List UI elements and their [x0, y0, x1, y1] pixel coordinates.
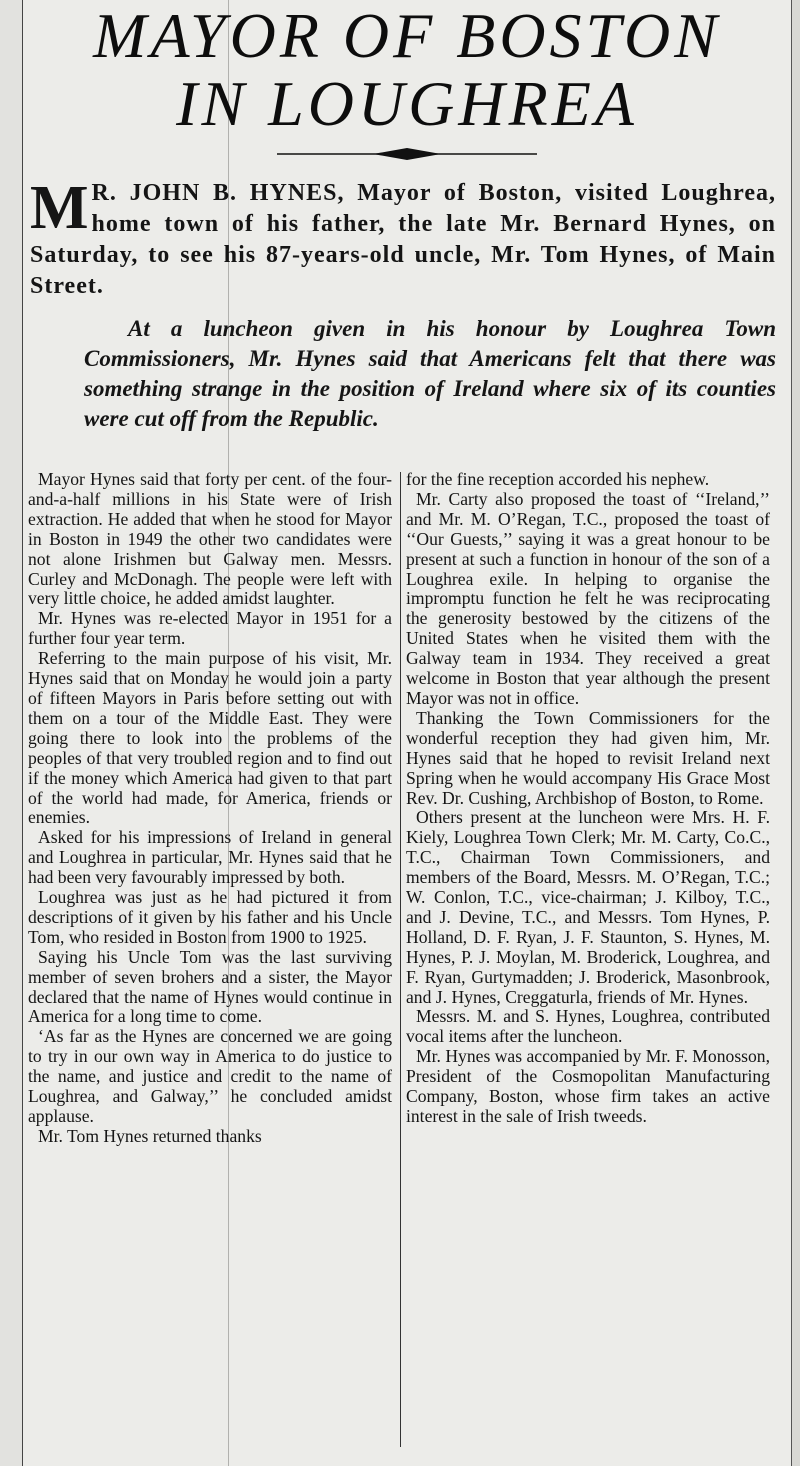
deck-text: At a luncheon given in his honour by Loughrea Town Commissioners, Mr. Hynes said that Americans felt that there was something strange in the position of Ireland where six of its counties were cut off from the Republic. [84, 316, 776, 431]
lead-text: R. JOHN B. HYNES, Mayor of Boston, visited Loughrea, home town of his father, the late Mr. Bernard Hynes, on Saturday, to see his 87-years-old uncle, Mr. Tom Hynes, of Main Street. [30, 180, 776, 299]
paragraph: Asked for his impressions of Ireland in general and Loughrea in particular, Mr. Hynes said that he had been very favourably impressed by both. [28, 827, 392, 888]
paragraph: Mr. Hynes was re-elected Mayor in 1951 for a further four year term. [28, 608, 392, 649]
paragraph: ‘As far as the Hynes are concerned we are going to try in our own way in America to do justice to the name, and justice and credit to the name of Loughrea, and Galway,’’ he concluded amidst applause. [28, 1026, 392, 1126]
paragraph: Mr. Hynes was accompanied by Mr. F. Monosson, President of the Cosmopolitan Manufacturing Company, Boston, whose firm takes an active interest in the sale of Irish tweeds. [406, 1046, 770, 1126]
paragraph: Referring to the main purpose of his visit, Mr. Hynes said that on Monday he would join a party of fifteen Mayors in Paris before setting out with them on a tour of the Middle East. They were going there to look into the problems of the peoples of that very troubled region and to find out if the money which America had given to that part of the world had made, for America, friends or enemies. [28, 648, 392, 828]
body-column-1 [28, 470, 392, 1147]
headline-line-2: IN LOUGHREA [176, 68, 638, 139]
headline-line-1: MAYOR OF BOSTON [93, 0, 721, 71]
drop-cap: M [30, 174, 90, 242]
deck-subheading [84, 314, 776, 434]
paragraph: Loughrea was just as he had pictured it from descriptions of it given by his father and his Uncle Tom, who resided in Boston from 1900 to 1925. [28, 887, 392, 947]
column-rule [400, 472, 401, 1447]
article [26, 0, 788, 1466]
ornament-divider-icon [277, 146, 537, 162]
paragraph: Mr. Carty also proposed the toast of ‘‘Ireland,’’ and Mr. M. O’Regan, T.C., proposed the toast of ‘‘Our Guests,’’ saying it was a great honour to be present at such a function in honour of the son of a Loughrea exile. In helping to organise the impromptu function he felt he was reciprocating the generosity bestowed by the citizens of the United States when he visited them with the Galway team in 1934. They received a great welcome in Boston that year although the present Mayor was not in office. [406, 488, 770, 708]
right-page-edge [791, 0, 800, 1466]
paragraph: Mayor Hynes said that forty per cent. of the four-and-a-half millions in his State were of Irish extraction. He added that when he stood for Mayor in Boston in 1949 the other two candidates were not alone Irishmen but Galway men. Messrs. Curley and McDonagh. The people were left with very little choice, he added amidst laughter. [28, 469, 392, 609]
article-body [26, 470, 788, 1460]
paragraph: for the fine reception accorded his nephew. [406, 469, 710, 489]
headline [26, 0, 788, 138]
paragraph: Mr. Tom Hynes returned thanks [38, 1125, 262, 1146]
paragraph: Saying his Uncle Tom was the last surviving member of seven brohers and a sister, the Mayor declared that the name of Hynes would continue in America for a long time to come. [28, 946, 392, 1027]
body-column-2 [406, 470, 770, 1127]
paragraph: Messrs. M. and S. Hynes, Loughrea, contributed vocal items after the luncheon. [406, 1006, 770, 1047]
adjacent-column-edge [0, 0, 23, 1466]
lead-paragraph [30, 174, 776, 302]
paragraph: Thanking the Town Commissioners for the wonderful reception they had given him, Mr. Hynes said that he hoped to revisit Ireland next Spring when he would accompany His Grace Most Rev. Dr. Cushing, Archbishop of Boston, to Rome. [406, 707, 770, 808]
paragraph: Others present at the luncheon were Mrs. H. F. Kiely, Loughrea Town Clerk; Mr. M. Carty, Co.C., T.C., Chairman Town Commissioners, and members of the Board, Messrs. M. O’Regan, T.C.; W. Conlon, T.C., vice-chairman; J. Kilboy, T.C., and J. Devine, T.C., and Messrs. Tom Hynes, P. Holland, D. F. Ryan, J. F. Staunton, S. Hynes, M. Hynes, P. J. Moylan, M. Broderick, Loughrea, and F. Ryan, Gurtymadden; J. Broderick, Masonbrook, and J. Hynes, Creggaturla, friends of Mr. Hynes. [406, 807, 770, 1007]
